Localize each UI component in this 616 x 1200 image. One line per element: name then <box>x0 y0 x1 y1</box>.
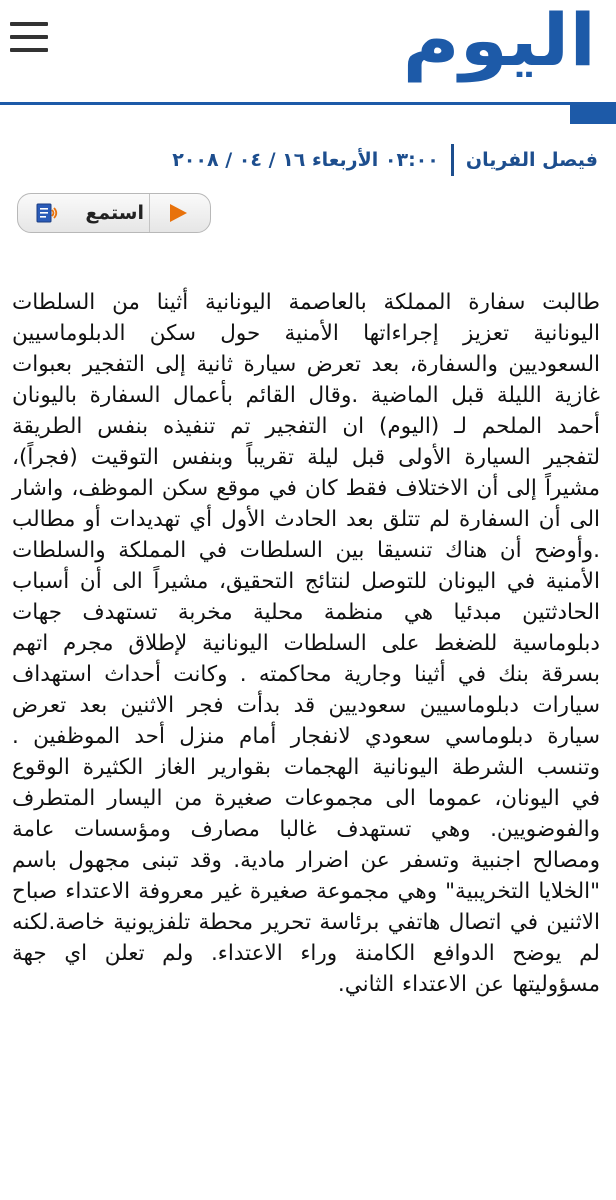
site-header <box>0 0 616 104</box>
speaker-icon <box>36 202 58 224</box>
listen-label: استمع <box>85 202 144 224</box>
article-body: طالبت سفارة المملكة بالعاصمة اليونانية أثينا من السلطات اليونانية تعزيز إجراءاتها الأمنية حول سكن الدبلوماسيين السعوديين والسفارة، بعد تعرض سيارة ثانية إلى التفجير بعبوات غازية الليلة قبل الماضية .وقال القائم بأعمال السفارة باليونان أحمد الملحم لـ (اليوم) ان التفجير تم تنفيذه بنفس الطريقة لتفجير السيارة الأولى قبل ليلة تقريباً وبنفس التوقيت (فجراً)، مشيراً إلى أن الاختلاف فقط كان في موقع سكن الموظف، واشار الى أن السفارة لم تتلق بعد الحادث الأول أي تهديدات أو مطالب .وأوضح أن هناك تنسيقا بين السلطات في المملكة والسلطات الأمنية في اليونان للتوصل لنتائج التحقيق، مشيراً الى أن أسباب الحادثتين مبدئيا هي منظمة محلية مخربة تستهدف جهات دبلوماسية للضغط على السلطات اليونانية لإطلاق مجرم اتهم بسرقة بنك في أثينا وجارية محاكمته . وكانت أحداث استهداف سيارات دبلوماسيين سعوديين قد بدأت فجر الاثنين بعد تعرض سيارة دبلوماسي سعودي لانفجار أمام منزل أحد الموظفين . وتنسب الشرطة اليونانية الهجمات بقوارير الغاز الكثيرة الوقوع في اليونان، عموما الى مجموعات صغيرة من اليسار المتطرف والفوضويين. وهي تستهدف غالبا مصارف ومؤسسات عامة ومصالح اجنبية وتسفر عن اضرار مادية. وقد تبنى مجهول باسم "الخلايا التخريبية" وهي مجموعة صغيرة غير معروفة الاعتداء صباح الاثنين في اتصال هاتفي برئاسة تحرير محطة تلفزيونية خاصة.لكنه لم يوضح الدوافع الكامنة وراء الاعتداء. ولم تعلن اي جهة مسؤوليتها عن الاعتداء الثاني. <box>12 290 600 997</box>
header-divider <box>0 102 616 105</box>
publish-datetime: ٠٣:٠٠ الأربعاء ١٦ / ٠٤ / ٢٠٠٨ <box>172 149 439 171</box>
listen-button[interactable] <box>17 193 211 233</box>
menu-bar-top <box>10 22 48 26</box>
play-icon <box>170 204 187 222</box>
menu-bar-bottom <box>10 48 48 52</box>
header-divider-accent <box>570 105 616 124</box>
play-button[interactable] <box>149 194 210 232</box>
article-meta <box>172 143 598 177</box>
author-name[interactable]: فيصل الفريان <box>465 149 598 171</box>
hamburger-menu-icon[interactable] <box>10 22 48 52</box>
site-logo[interactable]: اليوم <box>402 0 596 82</box>
menu-bar-middle <box>10 35 48 39</box>
meta-separator <box>451 144 454 176</box>
